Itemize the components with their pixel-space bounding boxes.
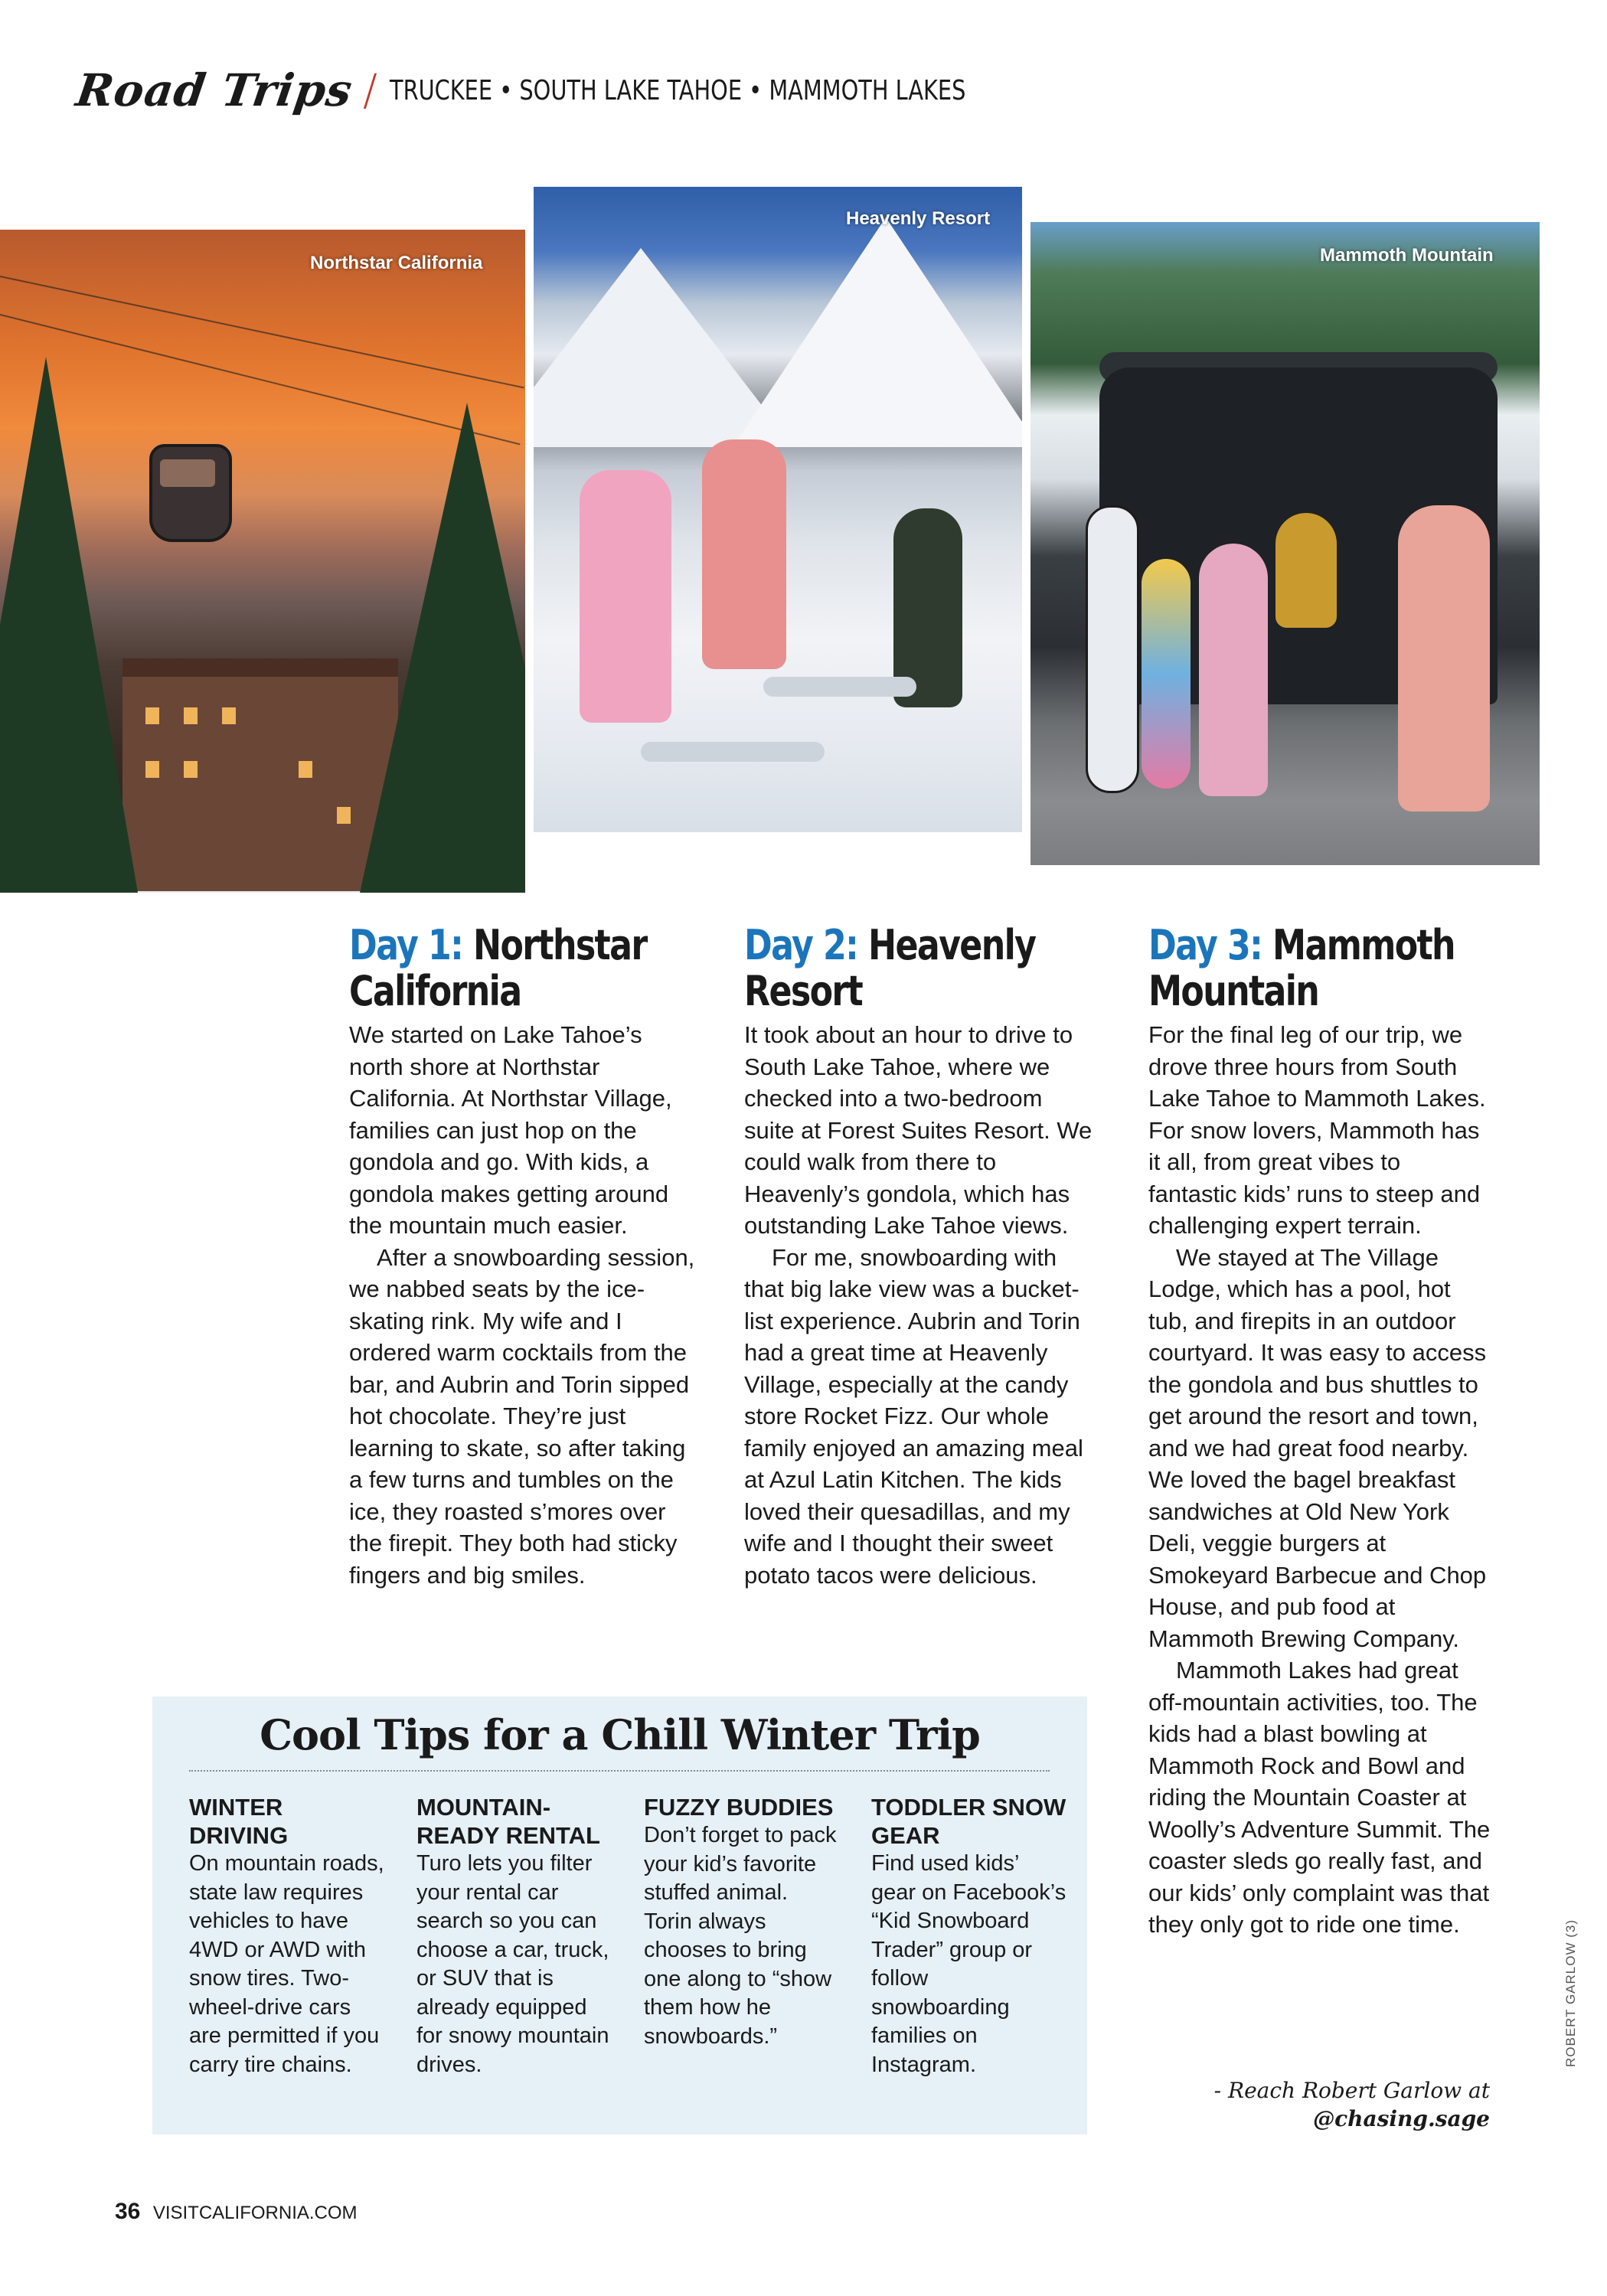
tips-box [152,1697,1087,2134]
child-in-snowsuit [1199,544,1268,796]
photo-credit: ROBERT GARLOW (3) [1563,1919,1578,2067]
skier-adult [702,439,786,669]
pine-tree [360,403,525,893]
section-header [73,60,1109,121]
day-label: Day 1: [349,921,463,969]
section-title: Road Trips [73,64,356,116]
article-body [744,1019,1098,1591]
snowboard [1086,505,1139,793]
snowboard [1142,559,1191,789]
tip-heading: FUZZY BUDDIES [644,1794,834,1821]
dotted-divider [189,1770,1050,1772]
day-label: Day 3: [1148,921,1262,969]
photo-caption: Mammoth Mountain [1320,245,1494,266]
paragraph: We started on Lake Tahoe’s north shore at Northstar California. At Northstar Village, families can just hop on the gondola and go. With kids, a gondola makes getting around the mountain much easier. [349,1021,672,1239]
signoff-text: - Reach Robert Garlow at [1213,2078,1490,2103]
article-day-2 [744,923,1098,1591]
snowy-peak [733,217,1022,447]
tips-title: Cool Tips for a Chill Winter Trip [260,1710,980,1759]
tip-text: Don’t forget to pack your kid’s favorite stuffed animal. Torin always chooses to bring one along to “show them how he snowboards.” [644,1823,837,2049]
article-body [1148,1019,1493,1941]
paragraph: For the final leg of our trip, we drove three hours from South Lake Tahoe to Mammoth Lakes. For snow lovers, Mammoth has it all, from great vibes to fantastic kids’ runs to steep and challenging expert terrain. [1148,1021,1486,1239]
article-body [349,1019,701,1591]
paragraph: It took about an hour to drive to South Lake Tahoe, where we checked into a two-bedroom suite at Forest Suites Resort. We could walk from there to Heavenly’s gondola, which has outstanding Lake Tahoe views. [744,1021,1093,1239]
tip-text: Find used kids’ gear on Facebook’s “Kid Snowboard Trader” group or follow snowboarding families on Instagram. [871,1851,1066,2077]
article-heading [1148,921,1455,1015]
page-footer [115,2199,358,2225]
tip-heading: WINTER DRIVING [189,1794,289,1849]
article-heading [349,921,647,1015]
skier-child [580,470,671,723]
photo-caption: Northstar California [310,253,483,273]
destinations-line: TRUCKEE • SOUTH LAKE TAHOE • MAMMOTH LAKES [389,74,966,106]
instagram-handle: @chasing.sage [1313,2106,1490,2131]
tip-heading: TODDLER SNOW GEAR [871,1794,1066,1849]
photo-northstar [0,230,525,893]
snowboard [641,742,825,762]
paragraph: For me, snowboarding with that big lake view was a bucket-list experience. Aubrin and Torin had a great time at Heavenly Village, especially at the candy store Rocket Fizz. Our whole family enjoyed an amazing meal at Azul Latin Kitchen. The kids loved their quesadillas, and my wife and I thought their sweet potato tacos were delicious. [744,1243,1083,1589]
page-number: 36 [115,2199,141,2224]
photo-mammoth [1031,222,1540,865]
tip-mountain-ready-rental [416,1793,614,2079]
paragraph: After a snowboarding session, we nabbed seats by the ice-skating rink. My wife and I ordered warm cocktails from the bar, and Aubrin and Torin sipped hot chocolate. They’re just learning to skate, so after taking a few turns and tumbles on the ice, they roasted s’mores over the firepit. They both had sticky fingers and big smiles. [349,1243,695,1589]
site-url: VISITCALIFORNIA.COM [152,2203,358,2223]
village-building [122,658,398,891]
tip-toddler-snow-gear [871,1793,1069,2079]
photo-heavenly [534,187,1022,832]
tip-text: On mountain roads, state law requires vehicles to have 4WD or AWD with snow tires. Two-wheel-drive cars are permitted if you carry tire chains. [189,1851,384,2077]
child-in-car [1275,513,1337,628]
article-heading [744,923,1034,1014]
article-day-1 [349,923,701,1591]
tip-text: Turo lets you filter your rental car search so you can choose a car, truck, or SUV that is already equipped for snowy mountain drives. [416,1851,609,2077]
pine-tree [0,357,138,893]
place-name: Heavenly [868,921,1036,969]
gondola-cabin [149,444,232,542]
article-day-3 [1148,923,1493,1941]
tip-winter-driving [189,1793,387,2079]
place-name: Resort [744,967,863,1015]
paragraph: Mammoth Lakes had great off-mountain activities, too. The kids had a blast bowling at Mammoth Rock and Bowl and riding the Mountain Coaster at Woolly’s Adventure Summit. The coaster sleds go really fast, and our kids’ only complaint was that they only got to ride one time. [1148,1657,1491,1938]
place-name: Mountain [1148,967,1319,1015]
adult-in-jacket [1398,505,1490,812]
photo-caption: Heavenly Resort [846,208,991,229]
header-divider: / [362,65,377,116]
snowboard [763,677,916,697]
place-name: California [349,967,521,1015]
place-name: Northstar [473,921,647,969]
day-label: Day 2: [744,921,858,969]
tip-fuzzy-buddies [644,1793,841,2051]
author-signoff [1148,2076,1490,2133]
paragraph: We stayed at The Village Lodge, which has a pool, hot tub, and firepits in an outdoor courtyard. It was easy to access the gondola and bus shuttles to get around the resort and town, and we had great food nearby. We loved the bagel breakfast sandwiches at Old New York Deli, veggie burgers at Smokeyard Barbecue and Chop House, and pub food at Mammoth Brewing Company. [1148,1243,1487,1652]
place-name: Mammoth [1272,921,1455,969]
tip-heading: MOUNTAIN-READY RENTAL [416,1794,600,1849]
